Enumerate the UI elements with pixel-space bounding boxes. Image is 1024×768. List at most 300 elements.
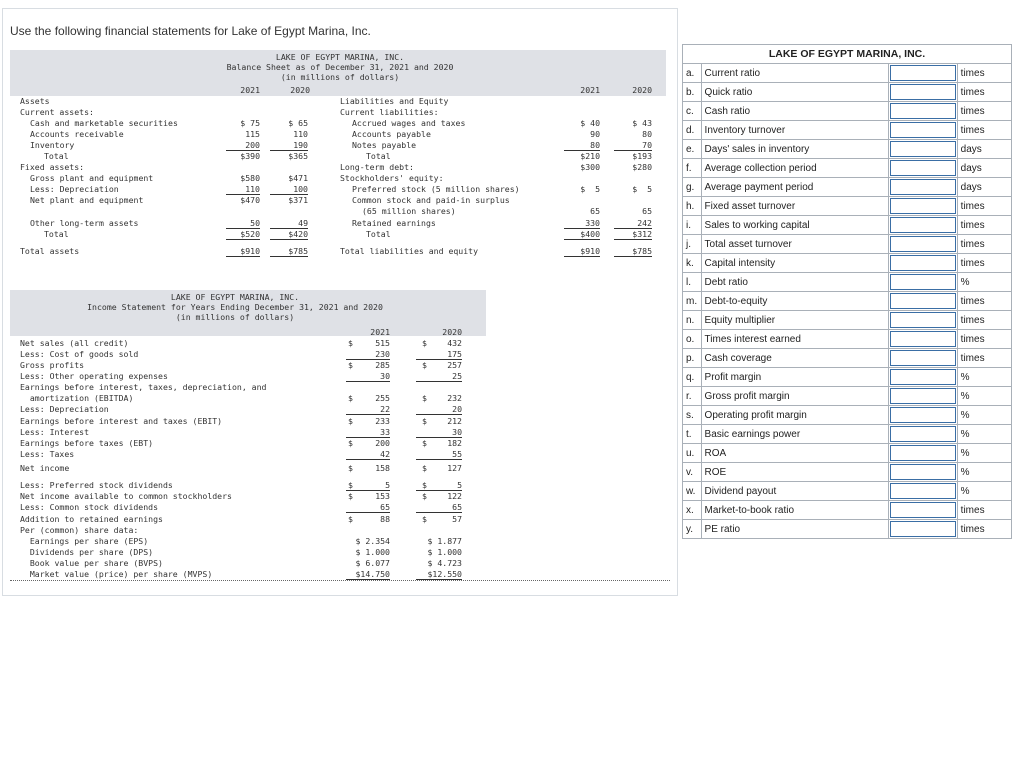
ratio-label: Inventory turnover [701,121,888,140]
ratio-answer-input[interactable] [890,483,956,499]
ratio-answer-input[interactable] [890,217,956,233]
bs-liability-label: Accounts payable [352,129,431,139]
is-value-2021: $14.750 [346,569,390,580]
is-dollar-2020: $ [422,393,427,403]
ratio-answer-input[interactable] [890,350,956,366]
ratio-label: PE ratio [701,520,888,539]
is-row-label: amortization (EBITDA) [20,393,134,403]
is-value-2021: 515 [375,338,390,348]
ratio-letter: m. [683,292,702,311]
ratio-label: Operating profit margin [701,406,888,425]
ratio-answer-cell [889,406,958,425]
ratio-unit: % [957,444,1011,463]
ratio-label: Debt-to-equity [701,292,888,311]
ratio-label: Fixed asset turnover [701,197,888,216]
ratio-unit: times [957,349,1011,368]
ratio-label: Basic earnings power [701,425,888,444]
bs-liability-value-2020: $785 [614,246,652,257]
ratio-label: Average collection period [701,159,888,178]
ratio-answer-cell [889,482,958,501]
ratio-unit: % [957,273,1011,292]
ratio-answer-cell [889,83,958,102]
is-value-2020: $ 1.877 [427,536,462,546]
is-value-2021: 33 [346,427,390,438]
ratio-answer-input[interactable] [890,464,956,480]
bs-liability-label: Preferred stock (5 million shares) [352,184,520,194]
is-dollar-2020: $ [422,416,427,426]
bs-title-date: Balance Sheet as of December 31, 2021 and 2020 [226,62,454,72]
is-value-2020: 20 [416,404,462,415]
is-row-label: Net sales (all credit) [20,338,129,348]
is-row-label: Less: Other operating expenses [20,371,168,381]
bs-left-year1: 2021 [240,85,260,95]
ratio-answer-cell [889,159,958,178]
bs-title-units: (in millions of dollars) [280,72,400,82]
bs-asset-value-2020: 100 [270,184,308,195]
bs-liabilities-heading: Liabilities and Equity [340,96,449,106]
bs-liability-value-2020: $193 [632,151,652,161]
instruction-text: Use the following financial statements for Lake of Egypt Marina, Inc. [10,24,371,38]
ratio-unit: times [957,64,1011,83]
ratio-letter: n. [683,311,702,330]
is-title-units: (in millions of dollars) [175,312,295,322]
is-row-label: Addition to retained earnings [20,514,163,524]
is-row-label: Less: Cost of goods sold [20,349,139,359]
ratio-unit: % [957,482,1011,501]
ratio-row [683,216,1012,235]
ratio-answer-input[interactable] [890,141,956,157]
ratio-answer-cell [889,235,958,254]
bs-asset-label: Other long-term assets [30,218,139,228]
is-value-2020: 212 [447,416,462,426]
ratio-answer-cell [889,140,958,159]
ratio-label: Average payment period [701,178,888,197]
is-dollar-2021: $ [348,338,353,348]
is-row-label: Net income [20,463,70,473]
ratio-answer-input[interactable] [890,407,956,423]
bs-asset-value-2020: $ 65 [288,118,308,128]
is-row-label: Net income available to common stockholders [20,491,232,501]
ratio-answer-cell [889,501,958,520]
ratio-letter: f. [683,159,702,178]
is-value-2020: 122 [447,491,462,501]
bs-asset-label: Inventory [30,140,75,150]
ratio-answer-cell [889,121,958,140]
ratio-answer-input[interactable] [890,388,956,404]
bs-liability-label: Total liabilities and equity [340,246,479,256]
ratio-answer-input[interactable] [890,312,956,328]
ratio-unit: times [957,83,1011,102]
bs-asset-label: Total [44,151,69,161]
ratio-letter: x. [683,501,702,520]
is-value-2020: $ 1.000 [427,547,462,557]
ratio-row [683,83,1012,102]
ratio-letter: s. [683,406,702,425]
is-value-2020: $ 4.723 [427,558,462,568]
ratio-row [683,368,1012,387]
bs-liability-value-2020: $280 [632,162,652,172]
bs-asset-value-2020: $365 [288,151,308,161]
ratio-row [683,330,1012,349]
ratio-answer-cell [889,292,958,311]
ratio-row [683,254,1012,273]
is-value-2020: 175 [416,349,462,360]
bottom-dotted-divider [10,580,670,581]
ratio-letter: v. [683,463,702,482]
is-row-label: Less: Interest [20,427,90,437]
bs-liability-value-2021: $ 40 [580,118,600,128]
ratio-label: Days' sales in inventory [701,140,888,159]
ratio-answer-input[interactable] [890,293,956,309]
ratio-answer-input[interactable] [890,84,956,100]
bs-liability-value-2020: 65 [642,206,652,216]
ratio-letter: t. [683,425,702,444]
bs-asset-value-2021: $580 [240,173,260,183]
ratio-unit: days [957,159,1011,178]
ratio-row [683,235,1012,254]
bs-asset-value-2021: 110 [226,184,260,195]
bs-liability-value-2021: 80 [564,140,600,151]
is-value-2020: 182 [447,438,462,448]
is-value-2020: $12.550 [416,569,462,580]
ratio-letter: p. [683,349,702,368]
bs-liability-value-2020: $ 43 [632,118,652,128]
is-dollar-2021: $ [348,491,353,501]
ratio-label: Market-to-book ratio [701,501,888,520]
ratio-row [683,501,1012,520]
ratio-answer-input[interactable] [890,198,956,214]
is-value-2020: 57 [452,514,462,524]
is-dollar-2020: $ [422,338,427,348]
is-value-2020: 65 [416,502,462,513]
ratio-row [683,482,1012,501]
bs-asset-value-2021: $520 [226,229,260,240]
is-value-2021: $ 2.354 [355,536,390,546]
bs-asset-value-2020: $471 [288,173,308,183]
ratio-answer-input[interactable] [890,445,956,461]
bs-liability-label: Notes payable [352,140,417,150]
bs-liability-value-2020: 70 [614,140,652,151]
ratio-row [683,520,1012,539]
bs-asset-value-2020: $371 [288,195,308,205]
bs-liability-value-2020: 242 [614,218,652,229]
bs-right-year1: 2021 [580,85,600,95]
is-dollar-2021: $ [348,416,353,426]
ratio-label: Profit margin [701,368,888,387]
ratio-unit: times [957,501,1011,520]
is-value-2020: 55 [416,449,462,460]
bs-liability-label: (65 million shares) [362,206,456,216]
is-value-2020: 5 [416,480,462,491]
bs-asset-value-2020: $420 [270,229,308,240]
bs-asset-value-2021: 200 [226,140,260,151]
ratio-label: ROE [701,463,888,482]
is-value-2021: 42 [346,449,390,460]
ratio-row [683,178,1012,197]
ratio-label: Capital intensity [701,254,888,273]
ratio-unit: times [957,330,1011,349]
is-value-2020: 232 [447,393,462,403]
is-dollar-2020: $ [422,438,427,448]
ratio-answer-cell [889,368,958,387]
is-dollar-2020: $ [422,514,427,524]
is-dollar-2020: $ [422,480,427,490]
is-dollar-2020: $ [422,463,427,473]
is-row-label: Market value (price) per share (MVPS) [20,569,213,579]
bs-asset-value-2020: $785 [270,246,308,257]
bs-liability-value-2021: 90 [590,129,600,139]
ratio-letter: w. [683,482,702,501]
bs-asset-label: Less: Depreciation [30,184,119,194]
ratio-unit: days [957,140,1011,159]
ratio-answer-cell [889,387,958,406]
is-row-label: Earnings before taxes (EBT) [20,438,154,448]
bs-liability-label: Total [366,229,391,239]
ratio-table-title: LAKE OF EGYPT MARINA, INC. [683,45,1012,64]
ratio-row [683,102,1012,121]
is-value-2021: 65 [346,502,390,513]
bs-liability-value-2021: $400 [564,229,600,240]
is-row-label: Less: Common stock dividends [20,502,159,512]
is-row-label: Per (common) share data: [20,525,139,535]
ratio-row [683,444,1012,463]
is-dollar-2020: $ [422,360,427,370]
ratio-answer-cell [889,520,958,539]
is-value-2021: 230 [346,349,390,360]
bs-current-liabilities-heading: Current liabilities: [340,107,439,117]
ratio-label: Quick ratio [701,83,888,102]
ratio-letter: u. [683,444,702,463]
ratio-letter: q. [683,368,702,387]
is-value-2021: 255 [375,393,390,403]
is-row-label: Earnings before interest and taxes (EBIT) [20,416,223,426]
is-dollar-2020: $ [422,491,427,501]
bs-left-year2: 2020 [290,85,310,95]
is-value-2021: 200 [375,438,390,448]
ratio-unit: times [957,254,1011,273]
ratio-label: Debt ratio [701,273,888,292]
ratio-answer-input[interactable] [890,122,956,138]
ratio-letter: d. [683,121,702,140]
is-value-2021: 158 [375,463,390,473]
ratio-unit: times [957,235,1011,254]
is-row-label: Earnings before interest, taxes, depreciation, and [20,382,267,392]
ratio-answer-cell [889,311,958,330]
ratio-answer-input[interactable] [890,179,956,195]
is-value-2020: 257 [447,360,462,370]
ratio-letter: r. [683,387,702,406]
ratio-label: Cash ratio [701,102,888,121]
bs-asset-value-2021: $910 [226,246,260,257]
is-title-period: Income Statement for Years Ending December 31, 2021 and 2020 [87,302,383,312]
ratio-row [683,425,1012,444]
ratio-answer-cell [889,444,958,463]
bs-asset-label: Net plant and equipment [30,195,144,205]
ratio-label: Dividend payout [701,482,888,501]
ratio-answer-cell [889,254,958,273]
is-year2: 2020 [442,327,462,337]
ratio-answer-input[interactable] [890,369,956,385]
ratio-answer-cell [889,102,958,121]
bs-liability-label: Stockholders' equity: [340,173,444,183]
is-row-label: Gross profits [20,360,85,370]
bs-asset-label: Cash and marketable securities [30,118,178,128]
ratio-row [683,406,1012,425]
ratio-answer-input[interactable] [890,331,956,347]
bs-asset-value-2021: $470 [240,195,260,205]
bs-right-year2: 2020 [632,85,652,95]
ratio-answer-cell [889,330,958,349]
ratio-label: Sales to working capital [701,216,888,235]
bs-liability-value-2020: 80 [642,129,652,139]
ratio-row [683,349,1012,368]
ratio-answer-input[interactable] [890,103,956,119]
bs-asset-value-2021: 50 [226,218,260,229]
is-value-2021: 30 [346,371,390,382]
is-value-2021: 22 [346,404,390,415]
ratio-row [683,64,1012,83]
is-value-2021: $ 6.077 [355,558,390,568]
bs-liability-label: Long-term debt: [340,162,414,172]
ratio-row [683,140,1012,159]
ratio-label: Equity multiplier [701,311,888,330]
is-row-label: Book value per share (BVPS) [20,558,163,568]
is-value-2020: 127 [447,463,462,473]
is-row-label: Earnings per share (EPS) [20,536,149,546]
ratio-answer-input[interactable] [890,426,956,442]
bs-asset-value-2020: 49 [270,218,308,229]
ratio-letter: l. [683,273,702,292]
is-dollar-2021: $ [348,463,353,473]
bs-liability-value-2021: $210 [580,151,600,161]
ratio-letter: e. [683,140,702,159]
ratio-answer-cell [889,273,958,292]
is-title-company: LAKE OF EGYPT MARINA, INC. [170,292,300,302]
ratio-letter: c. [683,102,702,121]
ratio-unit: times [957,292,1011,311]
ratio-letter: y. [683,520,702,539]
ratio-label: Gross profit margin [701,387,888,406]
bs-liability-value-2021: $300 [580,162,600,172]
bs-liability-label: Retained earnings [352,218,436,228]
ratio-letter: a. [683,64,702,83]
bs-liability-value-2021: 330 [564,218,600,229]
is-row-label: Less: Preferred stock dividends [20,480,173,490]
ratio-answer-input[interactable] [890,255,956,271]
ratio-row [683,463,1012,482]
is-value-2020: 25 [416,371,462,382]
ratio-unit: times [957,520,1011,539]
ratio-row [683,387,1012,406]
bs-asset-value-2020: 190 [270,140,308,151]
is-value-2021: 153 [375,491,390,501]
bs-liability-value-2020: $ 5 [632,184,652,194]
ratio-letter: i. [683,216,702,235]
ratio-answer-cell [889,178,958,197]
ratio-label: ROA [701,444,888,463]
bs-liability-value-2021: $ 5 [580,184,600,194]
ratio-answer-input[interactable] [890,502,956,518]
ratio-letter: j. [683,235,702,254]
is-dollar-2021: $ [348,393,353,403]
ratio-letter: h. [683,197,702,216]
bs-asset-value-2021: 115 [245,129,260,139]
ratio-unit: % [957,387,1011,406]
ratio-unit: times [957,216,1011,235]
ratio-row [683,121,1012,140]
is-dollar-2021: $ [348,360,353,370]
is-row-label: Less: Taxes [20,449,75,459]
bs-asset-label: Fixed assets: [20,162,85,172]
ratio-answer-input[interactable] [890,274,956,290]
ratio-answer-table [682,44,1012,539]
is-value-2020: 432 [447,338,462,348]
is-dollar-2021: $ [348,438,353,448]
ratio-label: Times interest earned [701,330,888,349]
ratio-label: Cash coverage [701,349,888,368]
bs-asset-label: Total [44,229,69,239]
is-value-2020: 30 [416,427,462,438]
ratio-unit: % [957,406,1011,425]
is-dollar-2021: $ [348,514,353,524]
bs-liability-value-2021: 65 [590,206,600,216]
ratio-answer-cell [889,197,958,216]
bs-asset-value-2020: 110 [293,129,308,139]
ratio-unit: times [957,121,1011,140]
is-value-2021: 5 [346,480,390,491]
is-value-2021: $ 1.000 [355,547,390,557]
is-dollar-2021: $ [348,480,353,490]
ratio-row [683,273,1012,292]
ratio-answer-cell [889,216,958,235]
is-value-2021: 285 [375,360,390,370]
ratio-unit: % [957,425,1011,444]
bs-asset-label: Accounts receivable [30,129,124,139]
ratio-answer-input[interactable] [890,521,956,537]
ratio-answer-input[interactable] [890,160,956,176]
ratio-answer-input[interactable] [890,65,956,81]
bs-asset-value-2021: $390 [240,151,260,161]
ratio-unit: days [957,178,1011,197]
bs-current-assets-heading: Current assets: [20,107,94,117]
ratio-row [683,292,1012,311]
is-row-label: Less: Depreciation [20,404,109,414]
ratio-unit: % [957,463,1011,482]
is-row-label: Dividends per share (DPS) [20,547,154,557]
bs-title-company: LAKE OF EGYPT MARINA, INC. [275,52,405,62]
ratio-row [683,159,1012,178]
ratio-unit: times [957,102,1011,121]
ratio-label: Total asset turnover [701,235,888,254]
ratio-letter: k. [683,254,702,273]
financial-statements [10,50,666,590]
bs-liability-label: Common stock and paid-in surplus [352,195,510,205]
ratio-answer-input[interactable] [890,236,956,252]
bs-liability-label: Total [366,151,391,161]
ratio-unit: times [957,197,1011,216]
ratio-row [683,197,1012,216]
bs-liability-label: Accrued wages and taxes [352,118,466,128]
ratio-unit: times [957,311,1011,330]
ratio-letter: b. [683,83,702,102]
bs-asset-label: Gross plant and equipment [30,173,154,183]
ratio-answer-cell [889,463,958,482]
bs-assets-heading: Assets [20,96,50,106]
ratio-answer-cell [889,349,958,368]
is-value-2021: 88 [380,514,390,524]
ratio-row [683,311,1012,330]
bs-asset-label: Total assets [20,246,80,256]
